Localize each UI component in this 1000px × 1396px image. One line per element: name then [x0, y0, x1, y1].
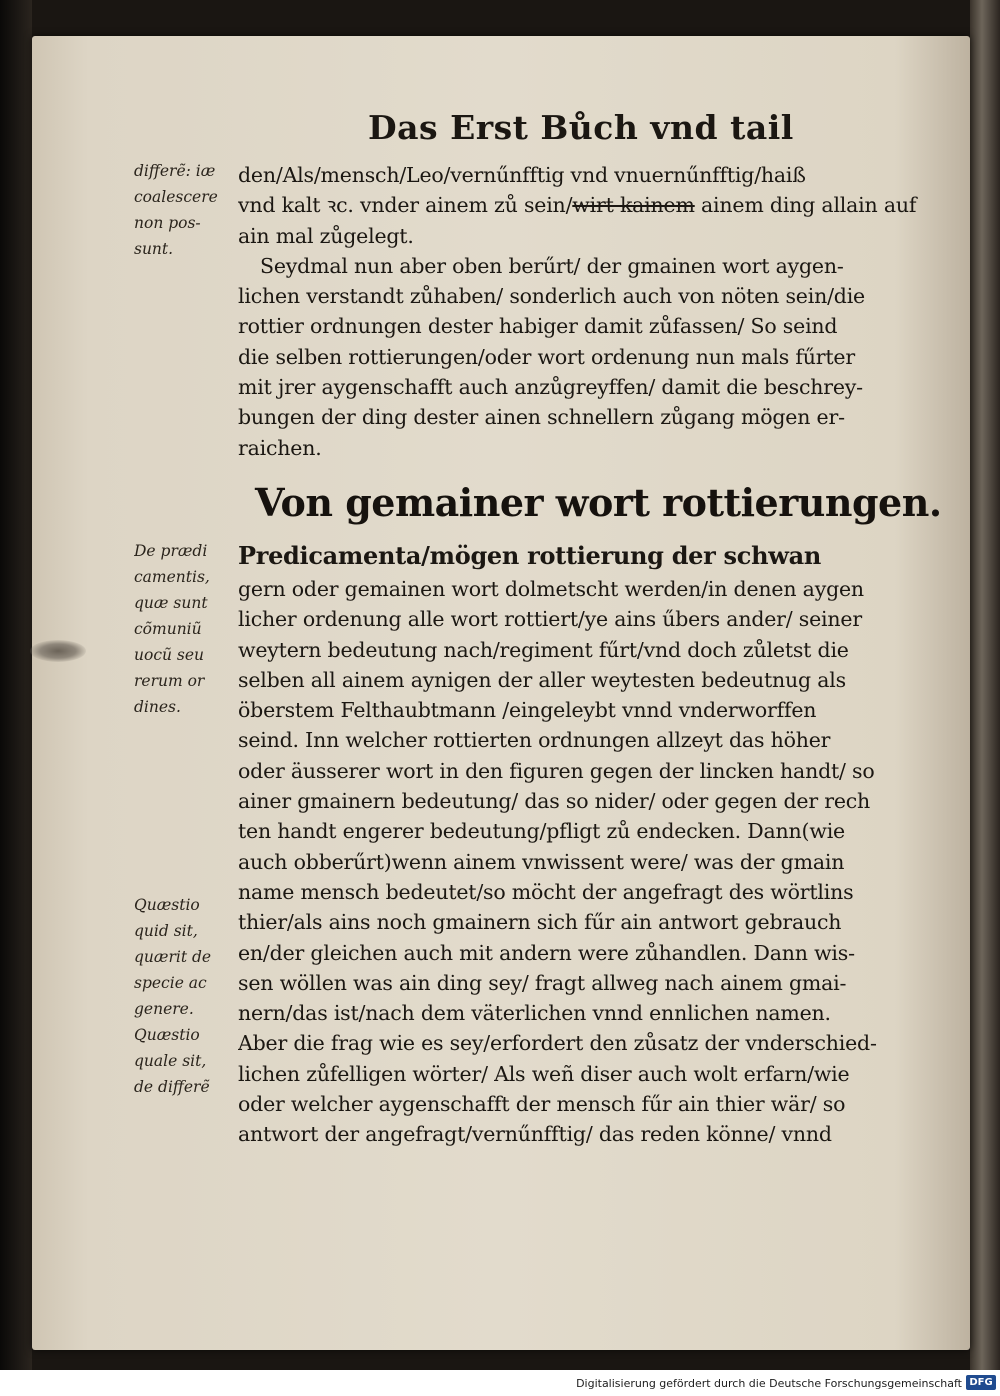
text-line: lichen verstandt zůhaben/ sonderlich auch von nöten sein/die	[238, 284, 865, 309]
margin-note-line: De prædi	[134, 542, 208, 560]
text-line: antwort der angefragt/vernűnfftig/ das reden könne/ vnnd	[238, 1122, 832, 1147]
struck-word: wirt kainem	[572, 193, 695, 218]
margin-note-top	[134, 158, 230, 262]
margin-note-line: rerum or	[134, 672, 205, 690]
text-line	[238, 190, 918, 220]
text-line: en/der gleichen auch mit andern were zůhandlen. Dann wis-	[238, 940, 855, 965]
margin-note-line: quæ sunt	[134, 594, 208, 612]
text-line: raichen.	[238, 435, 322, 460]
margin-note-line: Quæstio	[134, 896, 200, 914]
text-line: sen wöllen was ain ding sey/ fragt allweg nach ainem gmai-	[238, 970, 847, 995]
text-line: nern/das ist/nach dem väterlichen vnnd ennlichen namen.	[238, 1001, 831, 1026]
running-header: Das Erst Bůch vnd tail	[368, 108, 794, 147]
text-line: Seydmal nun aber oben berűrt/ der gmainen wort aygen-	[260, 253, 844, 278]
text-line: seind. Inn welcher rottierten ordnungen allzeyt das höher	[238, 728, 831, 753]
text-line: selben all ainem aynigen der aller weytesten bedeutnug als	[238, 667, 846, 692]
margin-note-line: coalescere	[134, 188, 218, 206]
page-edge	[970, 0, 1000, 1370]
footer-bar	[0, 1370, 1000, 1396]
text-line: öberstem Felthaubtmann /eingeleybt vnnd vnderworffen	[238, 698, 817, 723]
margin-note-line: de differẽ	[134, 1078, 210, 1096]
text-line: name mensch bedeutet/so möcht der angefragt des wörtlins	[238, 879, 854, 904]
paragraph-2	[238, 538, 918, 1150]
margin-note-line: differẽ: iæ	[134, 162, 216, 180]
text-line: auch obberűrt)wenn ainem vnwissent were/ was der gmain	[238, 849, 845, 874]
text-line: mit jrer aygenschafft auch anzůgreyffen/ damit die beschrey-	[238, 375, 863, 400]
margin-note-line: quale sit,	[134, 1052, 207, 1070]
margin-note-line: camentis,	[134, 568, 210, 586]
text-line: ain mal zůgelegt.	[238, 223, 414, 248]
text-line-end: ainem ding allain auf	[694, 193, 917, 218]
section-heading: Von gemainer wort rottierungen.	[255, 480, 942, 525]
text-line: Aber die frag wie es sey/erfordert den zůsatz der vnderschied-	[238, 1031, 877, 1056]
text-line: oder äusserer wort in den figuren gegen der lincken handt/ so	[238, 758, 875, 783]
text-line: ainer gmainern bedeutung/ das so nider/ oder gegen der rech	[238, 789, 871, 814]
text-line: weytern bedeutung nach/regiment fűrt/vnd doch zůletst die	[238, 637, 849, 662]
margin-note-line: dines.	[134, 698, 181, 716]
text-line: licher ordenung alle wort rottiert/ye ains űbers ander/ seiner	[238, 607, 862, 632]
margin-note-middle	[134, 538, 230, 720]
text-line: die selben rottierungen/oder wort ordenung nun mals fűrter	[238, 344, 855, 369]
text-line: rottier ordnungen dester habiger damit zůfassen/ So seind	[238, 314, 838, 339]
text-line-start: vnd kalt ꝛc. vnder ainem zů sein/	[238, 193, 573, 218]
stain-mark	[30, 640, 86, 662]
margin-note-line: quid sit,	[134, 922, 198, 940]
margin-note-line: quærit de	[134, 948, 212, 966]
book-gutter	[0, 0, 32, 1370]
dfg-logo[interactable]: DFG	[966, 1375, 996, 1390]
text-line: thier/als ains noch gmainern sich fűr ain antwort gebrauch	[238, 910, 842, 935]
text-line: den/Als/mensch/Leo/vernűnfftig vnd vnuernűnfftig/haiß	[238, 163, 806, 187]
margin-note-line: uocũ seu	[134, 646, 205, 664]
margin-note-bottom	[134, 892, 230, 1100]
text-line: oder welcher aygenschafft der mensch fűr ain thier wär/ so	[238, 1092, 846, 1117]
margin-note-line: sunt.	[134, 240, 174, 258]
paragraph-1	[238, 160, 918, 463]
margin-note-line: cõmuniũ	[134, 620, 202, 638]
funding-credit: Digitalisierung gefördert durch die Deutsche Forschungsgemeinschaft	[576, 1377, 962, 1390]
margin-note-line: Quæstio	[134, 1026, 200, 1044]
text-line: bungen der ding dester ainen schnellern zůgang mögen er-	[238, 405, 845, 430]
text-line: gern oder gemainen wort dolmetscht werden/in denen aygen	[238, 577, 864, 601]
text-line: lichen zůfelligen wörter/ Als weñ diser auch wolt erfarn/wie	[238, 1061, 850, 1086]
margin-note-line: non pos-	[134, 214, 201, 232]
margin-note-line: genere.	[134, 1000, 194, 1018]
margin-note-line: specie ac	[134, 974, 207, 992]
paragraph-lead-line: Predicamenta/mögen rottierung der schwan	[238, 541, 821, 570]
text-line: ten handt engerer bedeutung/pfligt zů endecken. Dann(wie	[238, 819, 845, 844]
